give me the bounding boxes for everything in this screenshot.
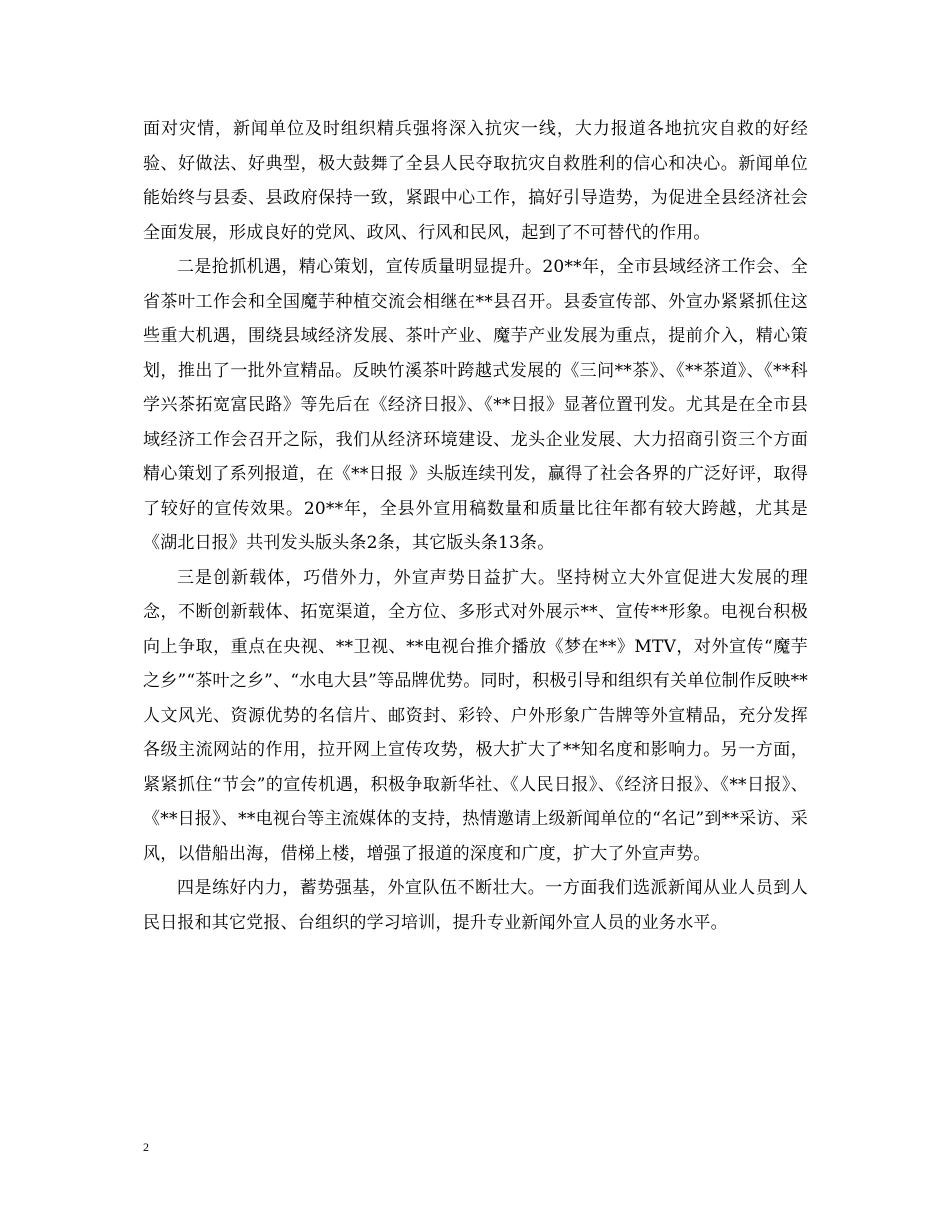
paragraph-seize-opportunities: 二是抢抓机遇，精心策划，宣传质量明显提升。20**年，全市县域经济工作会、全省茶叶工作会和全国魔芋种植交流会相继在**县召开。县委宣传部、外宣办紧紧抓住这些重大机遇，围绕县域经济发展、茶叶产业、魔芋产业发展为重点，提前介入，精心策划，推出了一批外宣精品。反映竹溪茶叶跨越式发展的《三问**茶》、《**茶道》、《**科学兴茶拓宽富民路》等先后在《经济日报》、《**日报》显著位置刊发。尤其是在全市县域经济工作会召开之际，我们从经济环境建设、龙头企业发展、大力招商引资三个方面精心策划了系列报道，在《**日报 》头版连续刊发，赢得了社会各界的广泛好评，取得了较好的宣传效果。20**年，全县外宣用稿数量和质量比往年都有较大跨越，尤其是《湖北日报》共刊发头版头条2条，其它版头条13条。 (143, 257, 808, 553)
paragraph-innovate-carriers: 三是创新载体，巧借外力，外宣声势日益扩大。坚持树立大外宣促进大发展的理念，不断创新载体、拓宽渠道，全方位、多形式对外展示**、宣传**形象。电视台积极向上争取，重点在央视、**卫视、**电视台推介播放《梦在**》MTV，对外宣传“魔芋之乡”“茶叶之乡”、“水电大县”等品牌优势。同时，积极引导和组织有关单位制作反映**人文风光、资源优势的名信片、邮资封、彩铃、户外形象广告牌等外宣精品，充分发挥各级主流网站的作用，拉开网上宣传攻势，极大扩大了**知名度和影响力。另一方面，紧紧抓住“节会”的宣传机遇，积极争取新华社、《人民日报》、《经济日报》、《**日报》、《**日报》、**电视台等主流媒体的支持，热情邀请上级新闻单位的“名记”到**采访、采风，以借船出海，借梯上楼，增强了报道的深度和广度，扩大了外宣声势。 (143, 567, 808, 864)
page-number: 2 (143, 1140, 149, 1154)
paragraph-strengthen-team: 四是练好内力，蓄势强基，外宣队伍不断壮大。一方面我们选派新闻从业人员到人民日报和其它党报、台组织的学习培训，提升专业新闻外宣人员的业务水平。 (143, 878, 808, 933)
document-body (143, 112, 808, 940)
paragraph-continuation: 面对灾情，新闻单位及时组织精兵强将深入抗灾一线，大力报道各地抗灾自救的好经验、好做法、好典型，极大鼓舞了全县人民夺取抗灾自救胜利的信心和决心。新闻单位能始终与县委、县政府保持一致，紧跟中心工作，搞好引导造势，为促进全县经济社会全面发展，形成良好的党风、政风、行风和民风，起到了不可替代的作用。 (143, 119, 808, 243)
